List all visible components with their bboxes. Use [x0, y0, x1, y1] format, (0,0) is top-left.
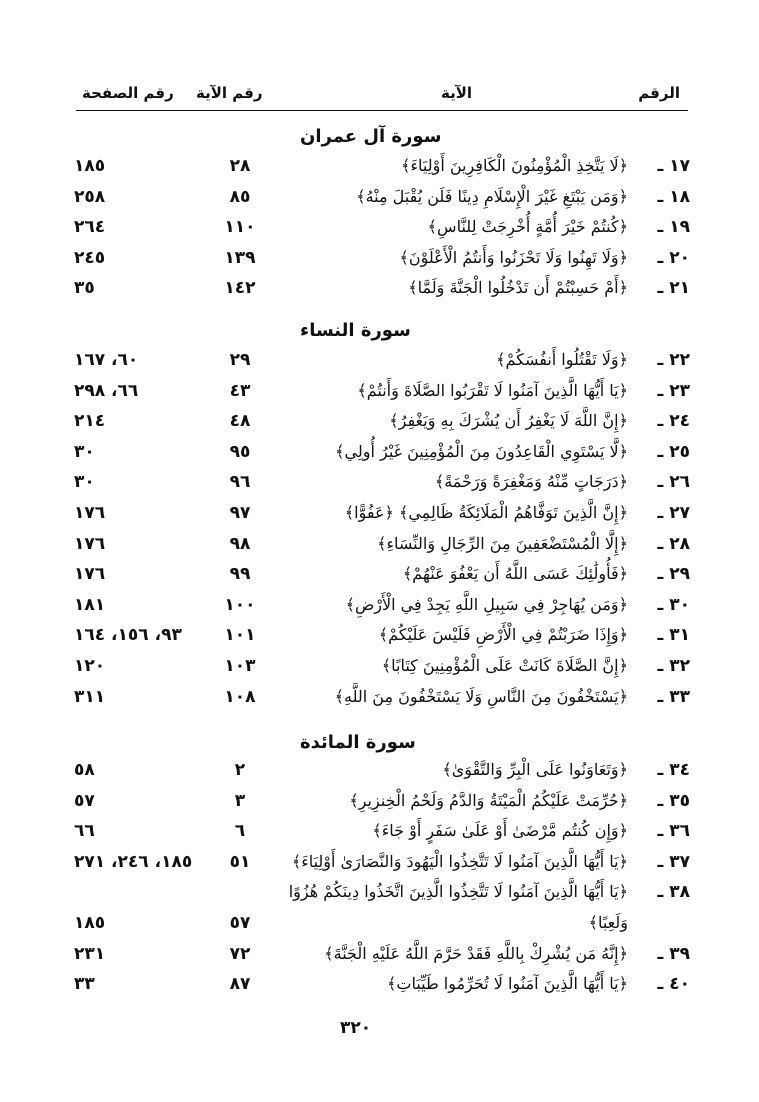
verse-number: ٩٨ — [229, 533, 251, 554]
table-row — [70, 501, 690, 529]
table-row — [70, 215, 690, 243]
header-page-number: رقم الصفحة — [82, 84, 174, 102]
verse-text: ﴿إِنَّ الَّذِينَ تَوَفَّاهُمُ الْمَلَائِكَةُ ظَالِمِي﴾ ﴿عَفُوًّا﴾ — [344, 503, 628, 522]
page-reference: ١٧٦ — [74, 503, 106, 523]
entry-number: ٤٠ ـ — [657, 974, 690, 995]
page-reference: ١٢٠ — [74, 656, 106, 676]
table-row — [70, 942, 690, 970]
page-reference: ٣٣ — [74, 974, 95, 995]
surah-title: سورة النساء — [300, 320, 411, 341]
verse-text: ﴿إِنَّهُ مَن يُشْرِكْ بِاللَّهِ فَقَدْ حَرَّمَ اللَّهُ عَلَيْهِ الْجَنَّةَ﴾ — [324, 943, 628, 963]
table-row — [70, 654, 690, 682]
verse-text-continuation: وَلَعِبًا﴾ — [588, 913, 628, 932]
entry-number: ٣٤ ـ — [657, 760, 690, 780]
verse-number: ٦ — [234, 821, 246, 842]
verse-text: ﴿إِلَّا الْمُسْتَضْعَفِينَ مِنَ الرِّجَالِ وَالنِّسَاءِ﴾ — [377, 533, 628, 553]
verse-text: ﴿لَا يَتَّخِذِ الْمُؤْمِنُونَ الْكَافِرِينَ أَوْلِيَاءَ﴾ — [401, 156, 628, 175]
verse-text: ﴿إِنَّ اللَّهَ لَا يَغْفِرُ أَن يُشْرَكَ بِهِ وَيَغْفِرُ﴾ — [389, 411, 628, 431]
verse-number: ٩٥ — [229, 441, 251, 462]
verse-number: ٥١ — [229, 851, 251, 872]
table-row — [70, 532, 690, 560]
verse-number: ٩٦ — [229, 472, 251, 493]
page-reference: ٣٠ — [74, 472, 95, 493]
entry-number: ٢١ ـ — [657, 278, 690, 299]
entry-number: ٣٥ ـ — [657, 790, 690, 811]
header-verse-number: رقم الآية — [196, 84, 263, 102]
table-row — [70, 409, 690, 437]
verse-text: ﴿يَا أَيُّهَا الَّذِينَ آمَنُوا لَا تَتَّخِذُوا الْيَهُودَ وَالنَّصَارَىٰ أَوْلِيَاءَ﴾ — [291, 851, 628, 871]
entry-number: ٢٩ ـ — [657, 564, 690, 585]
verse-text: ﴿وَإِذَا ضَرَبْتُمْ فِي الْأَرْضِ فَلَيْسَ عَلَيْكُمْ﴾ — [378, 625, 628, 645]
verse-number: ٢٩ — [229, 350, 251, 370]
verse-number: ٣ — [234, 790, 246, 811]
page-reference: ٦٦، ٢٩٨ — [74, 380, 139, 401]
verse-number: ١٤٢ — [224, 278, 256, 299]
page-reference: ١٨٥، ٢٤٦، ٢٧١ — [74, 851, 193, 872]
page-reference: ٣٥ — [74, 278, 95, 299]
verse-number: ٨٥ — [229, 186, 251, 207]
page-reference: ٢٤٥ — [74, 247, 106, 268]
table-row — [70, 880, 690, 908]
entry-number: ٢٤ ـ — [657, 411, 690, 432]
entry-number: ٢٠ ـ — [657, 247, 690, 268]
verse-number: ٥٧ — [229, 913, 251, 933]
verse-number: ١٠١ — [224, 625, 256, 646]
verse-text: ﴿وَلَا تَهِنُوا وَلَا تَحْزَنُوا وَأَنتُمُ الْأَعْلَوْنَ﴾ — [399, 247, 628, 267]
entry-number: ٣٨ ـ — [657, 882, 690, 903]
page-reference: ٢١٤ — [74, 411, 106, 432]
verse-text: ﴿وَمَن يَبْتَغِ غَيْرَ الْإِسْلَامِ دِينًا فَلَن يُقْبَلَ مِنْهُ﴾ — [356, 186, 628, 206]
verse-text: ﴿يَا أَيُّهَا الَّذِينَ آمَنُوا لَا تَتَّخِذُوا الَّذِينَ اتَّخَذُوا دِينَكُمْ هُزُوًا — [288, 882, 628, 902]
entry-number: ٢٨ ـ — [657, 533, 690, 554]
surah-title: سورة آل عمران — [300, 126, 442, 147]
page-reference: ٥٨ — [74, 760, 95, 780]
verse-text: ﴿يَا أَيُّهَا الَّذِينَ آمَنُوا لَا تُحَرِّمُوا طَيِّبَاتِ﴾ — [387, 974, 628, 994]
page-reference: ١٨٥ — [74, 913, 106, 933]
table-row — [70, 185, 690, 213]
table-row — [70, 819, 690, 847]
verse-text: ﴿وَإِن كُنتُم مَّرْضَىٰ أَوْ عَلَىٰ سَفَرٍ أَوْ جَاءَ﴾ — [372, 821, 628, 841]
table-row — [70, 972, 690, 1000]
header-verse: الآية — [441, 84, 473, 102]
verse-number: ١٠٨ — [224, 686, 256, 707]
table-row — [70, 758, 690, 786]
verse-text: ﴿فَأُولَٰئِكَ عَسَى اللَّهُ أَن يَعْفُوَ عَنْهُمْ﴾ — [402, 564, 628, 584]
entry-number: ٢٣ ـ — [657, 380, 690, 401]
entry-number: ٢٦ ـ — [657, 472, 690, 493]
page-reference: ٢٦٤ — [74, 217, 106, 238]
table-row — [70, 593, 690, 621]
page-reference: ١٧٦ — [74, 533, 106, 554]
page-number: ٣٢٠ — [340, 1018, 372, 1038]
verse-text: ﴿دَرَجَاتٍ مِّنْهُ وَمَغْفِرَةً وَرَحْمَةً﴾ — [434, 472, 628, 492]
table-row — [70, 154, 690, 182]
page-reference: ٢٥٨ — [74, 186, 106, 207]
verse-text: ﴿وَمَن يُهَاجِرْ فِي سَبِيلِ اللَّهِ يَجِدْ فِي الْأَرْضِ﴾ — [345, 594, 628, 614]
entry-number: ٣١ ـ — [657, 625, 690, 646]
entry-number: ١٧ ـ — [657, 156, 690, 176]
verse-text: ﴿لَّا يَسْتَوِي الْقَاعِدُونَ مِنَ الْمُؤْمِنِينَ غَيْرُ أُولِي﴾ — [335, 441, 628, 461]
page-reference: ٦٦ — [74, 821, 95, 842]
entry-number: ١٨ ـ — [657, 186, 690, 207]
table-header — [76, 82, 688, 108]
table-row — [70, 379, 690, 407]
verse-number: ٢٨ — [229, 156, 251, 176]
verse-number: ١٣٩ — [224, 247, 256, 268]
page-reference: ٦٠، ١٦٧ — [74, 350, 139, 370]
table-row — [70, 789, 690, 817]
verse-number: ٩٩ — [229, 564, 251, 585]
page-reference: ٢٣١ — [74, 943, 106, 964]
page-reference: ٩٣، ١٥٦، ١٦٤ — [74, 625, 182, 646]
verse-number: ٩٧ — [229, 503, 251, 523]
table-row — [70, 348, 690, 376]
entry-number: ٢٢ ـ — [657, 350, 690, 370]
entry-number: ٣٧ ـ — [657, 851, 690, 872]
page-reference: ٥٧ — [74, 790, 95, 811]
table-row — [70, 623, 690, 651]
page-reference: ١٧٦ — [74, 564, 106, 585]
verse-text: ﴿يَا أَيُّهَا الَّذِينَ آمَنُوا لَا تَقْرَبُوا الصَّلَاةَ وَأَنتُمْ﴾ — [357, 380, 628, 400]
entry-number: ١٩ ـ — [657, 217, 690, 238]
header-rule — [76, 110, 688, 111]
table-row — [70, 276, 690, 304]
verse-number: ٤٣ — [229, 380, 251, 401]
verse-number: ١٠٠ — [224, 594, 256, 615]
table-row — [70, 246, 690, 274]
entry-number: ٣٢ ـ — [657, 656, 690, 676]
table-row — [70, 685, 690, 713]
verse-text: ﴿وَلَا تَقْتُلُوا أَنفُسَكُمْ﴾ — [496, 350, 628, 369]
surah-title: سورة المائدة — [300, 732, 416, 753]
entry-number: ٣٣ ـ — [657, 686, 690, 707]
page-reference: ١٨٥ — [74, 156, 106, 176]
table-row — [70, 440, 690, 468]
verse-number: ٤٨ — [229, 411, 251, 432]
entry-number: ٣٠ ـ — [657, 594, 690, 615]
header-number: الرقم — [638, 84, 680, 102]
verse-number: ٢ — [234, 760, 246, 780]
verse-text: ﴿أَمْ حَسِبْتُمْ أَن تَدْخُلُوا الْجَنَّةَ وَلَمَّا﴾ — [408, 278, 628, 298]
table-row — [70, 470, 690, 498]
page-reference: ١٨١ — [74, 594, 106, 615]
verse-number: ١٠٣ — [224, 656, 256, 676]
page-reference: ٣١١ — [74, 686, 106, 707]
table-row — [70, 562, 690, 590]
entry-number: ٢٥ ـ — [657, 441, 690, 462]
verse-text: ﴿كُنتُمْ خَيْرَ أُمَّةٍ أُخْرِجَتْ لِلنَّاسِ﴾ — [427, 217, 628, 237]
verse-text: ﴿حُرِّمَتْ عَلَيْكُمُ الْمَيْتَةُ وَالدَّمُ وَلَحْمُ الْخِنزِيرِ﴾ — [349, 790, 628, 810]
entry-number: ٢٧ ـ — [657, 503, 690, 523]
verse-text: ﴿يَسْتَخْفُونَ مِنَ النَّاسِ وَلَا يَسْتَخْفُونَ مِنَ اللَّهِ﴾ — [334, 686, 628, 706]
table-row — [70, 850, 690, 878]
entry-number: ٣٦ ـ — [657, 821, 690, 842]
entry-number: ٣٩ ـ — [657, 943, 690, 964]
page-reference: ٣٠ — [74, 441, 95, 462]
verse-text: ﴿وَتَعَاوَنُوا عَلَى الْبِرِّ وَالتَّقْوَىٰ﴾ — [442, 760, 628, 779]
verse-number: ١١٠ — [224, 217, 256, 238]
verse-text: ﴿إِنَّ الصَّلَاةَ كَانَتْ عَلَى الْمُؤْمِنِينَ كِتَابًا﴾ — [381, 656, 628, 675]
table-row-continuation — [70, 911, 690, 939]
verse-number: ٨٧ — [229, 974, 251, 995]
verse-number: ٧٢ — [229, 943, 251, 964]
